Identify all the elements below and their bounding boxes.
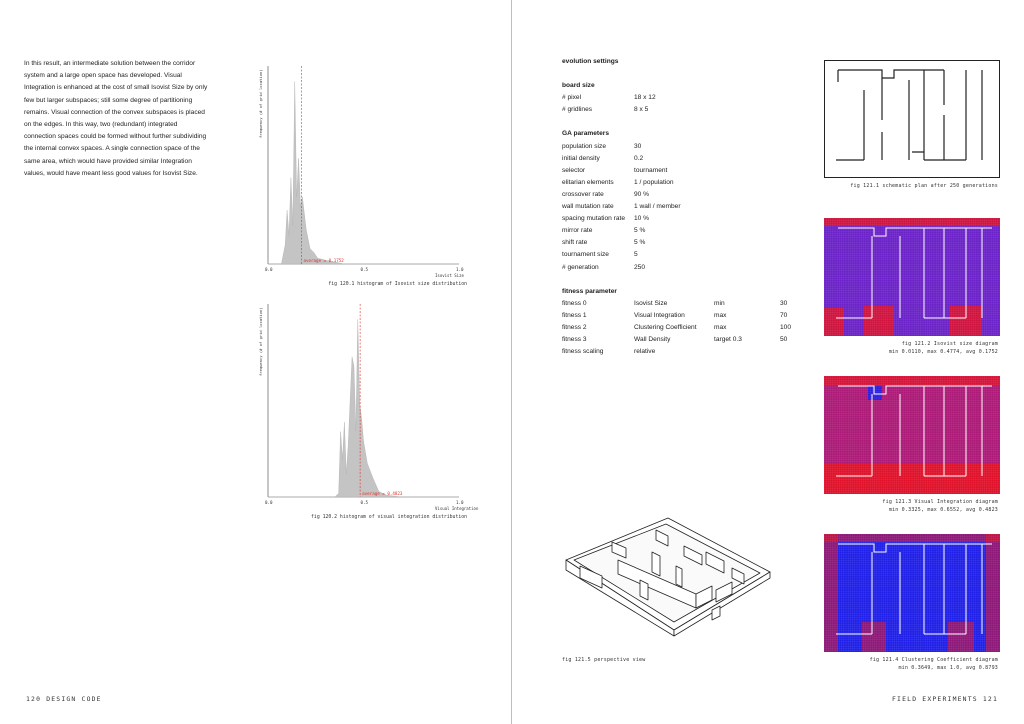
integration-xtick-label: 0.5 xyxy=(360,500,369,505)
fitness-parameter-row-cell: target 0.3 xyxy=(714,336,742,344)
board-size-row-cell: # gridlines xyxy=(562,106,593,114)
isovist-distribution-area xyxy=(268,82,459,264)
fitness-parameter-row-cell: 30 xyxy=(780,299,788,307)
integration-caption: fig 120.2 histogram of visual integration distribution xyxy=(311,515,467,520)
fitness-parameter-row-cell: min xyxy=(714,299,725,307)
ga-parameter-row-cell: 5 % xyxy=(634,227,646,235)
clustering-coefficient-diagram xyxy=(824,534,1000,652)
ga-parameter-row-cell: population size xyxy=(562,142,606,150)
fitness-parameter-row-cell: 50 xyxy=(780,336,788,344)
isovist-xtick-label: 0.0 xyxy=(265,267,273,272)
fig-121-2-stats: min 0.0110, max 0.4774, avg 0.1752 xyxy=(888,349,998,355)
isovist-average-label: average = 0.1752 xyxy=(303,258,344,263)
ga-parameter-row-cell: crossover rate xyxy=(562,190,604,198)
ga-parameter-row-cell: 0.2 xyxy=(634,154,644,162)
fitness-parameter-row-cell: 70 xyxy=(780,311,788,319)
ga-parameter-row-cell: selector xyxy=(562,166,586,174)
fig-121-4-title: fig 121.4 Clustering Coefficient diagram xyxy=(869,657,998,663)
fig-121-3-title: fig 121.3 Visual Integration diagram xyxy=(882,499,998,505)
ga-parameter-row-cell: 10 % xyxy=(634,215,650,223)
ga-parameter-row-cell: 5 xyxy=(634,251,638,259)
isovist-x-axis-label: Isovist Size xyxy=(435,273,464,278)
fitness-parameter-row-cell: 100 xyxy=(780,324,792,331)
ga-parameter-row-cell: mirror rate xyxy=(562,227,593,235)
ga-parameters-heading: GA parameters xyxy=(562,130,610,138)
fitness-parameter-row-cell: fitness 0 xyxy=(562,299,587,307)
ga-parameter-row-cell: 5 % xyxy=(634,239,646,247)
integration-xtick-label: 1.0 xyxy=(456,500,464,505)
fig-121-4-stats: min 0.3649, max 1.0, avg 0.8793 xyxy=(898,665,998,671)
isovist-histogram xyxy=(256,60,471,290)
fitness-parameter-row-cell: fitness 2 xyxy=(562,324,587,331)
fig-121-1-caption: fig 121.1 schematic plan after 250 generations xyxy=(850,183,998,189)
board-size-row-cell: 18 x 12 xyxy=(634,94,656,102)
ga-parameter-row-cell: 90 % xyxy=(634,190,650,198)
fitness-parameter-row-cell: fitness scaling xyxy=(562,348,604,356)
ga-parameter-row-cell: 1 / population xyxy=(634,178,674,186)
ga-parameter-row-cell: initial density xyxy=(562,154,600,162)
integration-xtick-label: 0.0 xyxy=(265,500,273,505)
visual-integration-diagram xyxy=(824,376,1000,494)
fitness-parameter-row-cell: max xyxy=(714,311,727,319)
heat1-red-patch xyxy=(824,308,844,336)
board-size-heading: board size xyxy=(562,82,595,89)
fitness-parameter-row-cell: Wall Density xyxy=(634,336,671,344)
ga-parameter-row-cell: shift rate xyxy=(562,239,588,247)
ga-parameter-row-cell: 1 wall / member xyxy=(634,203,681,210)
integration-histogram xyxy=(256,298,479,523)
isovist-y-axis-label: frequency (# of grid location) xyxy=(258,69,263,138)
intro-paragraph: In this result, an intermediate solution between the corridor system and a large open space has developed. Visual Integration is enhanced at the cost of small Isovist Size by only few but larger subspaces; still some degree of partitioning remains. Visual connection of the convex subspaces is placed on the edges. In this way, two (redundant) integrated connection spaces could be formed without further subdividing the internal convex spaces. A single connection space of the same area, which would have provided similar Integration values, would have meant less good values for Isovist Size. xyxy=(24,60,208,177)
fitness-parameter-row-cell: relative xyxy=(634,348,656,356)
fitness-parameter-heading: fitness parameter xyxy=(562,287,617,295)
isovist-size-diagram xyxy=(824,218,1000,336)
board-size-row-cell: 8 x 5 xyxy=(634,106,649,114)
fig-121-3-stats: min 0.3325, max 0.6552, avg 0.4823 xyxy=(888,507,998,513)
left-footer: 120 DESIGN CODE xyxy=(26,695,102,703)
ga-parameter-row-cell: elitarian elements xyxy=(562,178,614,186)
ga-parameter-row-cell: tournament size xyxy=(562,251,609,259)
ga-parameter-row-cell: wall mutation rate xyxy=(562,203,614,210)
isovist-xtick-label: 1.0 xyxy=(456,267,464,272)
ga-parameter-row-cell: spacing mutation rate xyxy=(562,215,626,223)
settings-title: evolution settings xyxy=(562,58,619,65)
fig-121-2-title: fig 121.2 Isovist size diagram xyxy=(901,341,998,347)
fitness-parameter-row-cell: fitness 1 xyxy=(562,311,587,319)
schematic-plan xyxy=(824,60,1000,178)
isovist-caption: fig 120.1 histogram of Isovist size distribution xyxy=(328,282,467,287)
perspective-view xyxy=(556,512,776,636)
ga-parameter-row-cell: 250 xyxy=(634,263,646,271)
fig-121-5-caption: fig 121.5 perspective view xyxy=(562,657,646,663)
integration-average-label: average = 0.4823 xyxy=(362,491,403,496)
board-size-row-cell: # pixel xyxy=(562,94,582,102)
ga-parameter-row-cell: tournament xyxy=(634,166,668,174)
ga-parameter-row-cell: # generation xyxy=(562,263,599,271)
fitness-parameter-row-cell: Isovist Size xyxy=(634,299,668,307)
integration-x-axis-label: Visual Integration xyxy=(435,506,479,511)
fitness-parameter-row-cell: Visual Integration xyxy=(634,311,685,319)
fitness-parameter-row-cell: fitness 3 xyxy=(562,336,587,344)
isovist-xtick-label: 0.5 xyxy=(360,267,369,272)
integration-distribution-area xyxy=(268,319,459,497)
ga-parameter-row-cell: 30 xyxy=(634,142,642,150)
fitness-parameter-row-cell: Clustering Coefficient xyxy=(634,324,697,331)
fitness-parameter-row-cell: max xyxy=(714,324,727,331)
right-footer: FIELD EXPERIMENTS 121 xyxy=(892,695,998,703)
integration-y-axis-label: frequency (# of grid location) xyxy=(258,307,263,376)
